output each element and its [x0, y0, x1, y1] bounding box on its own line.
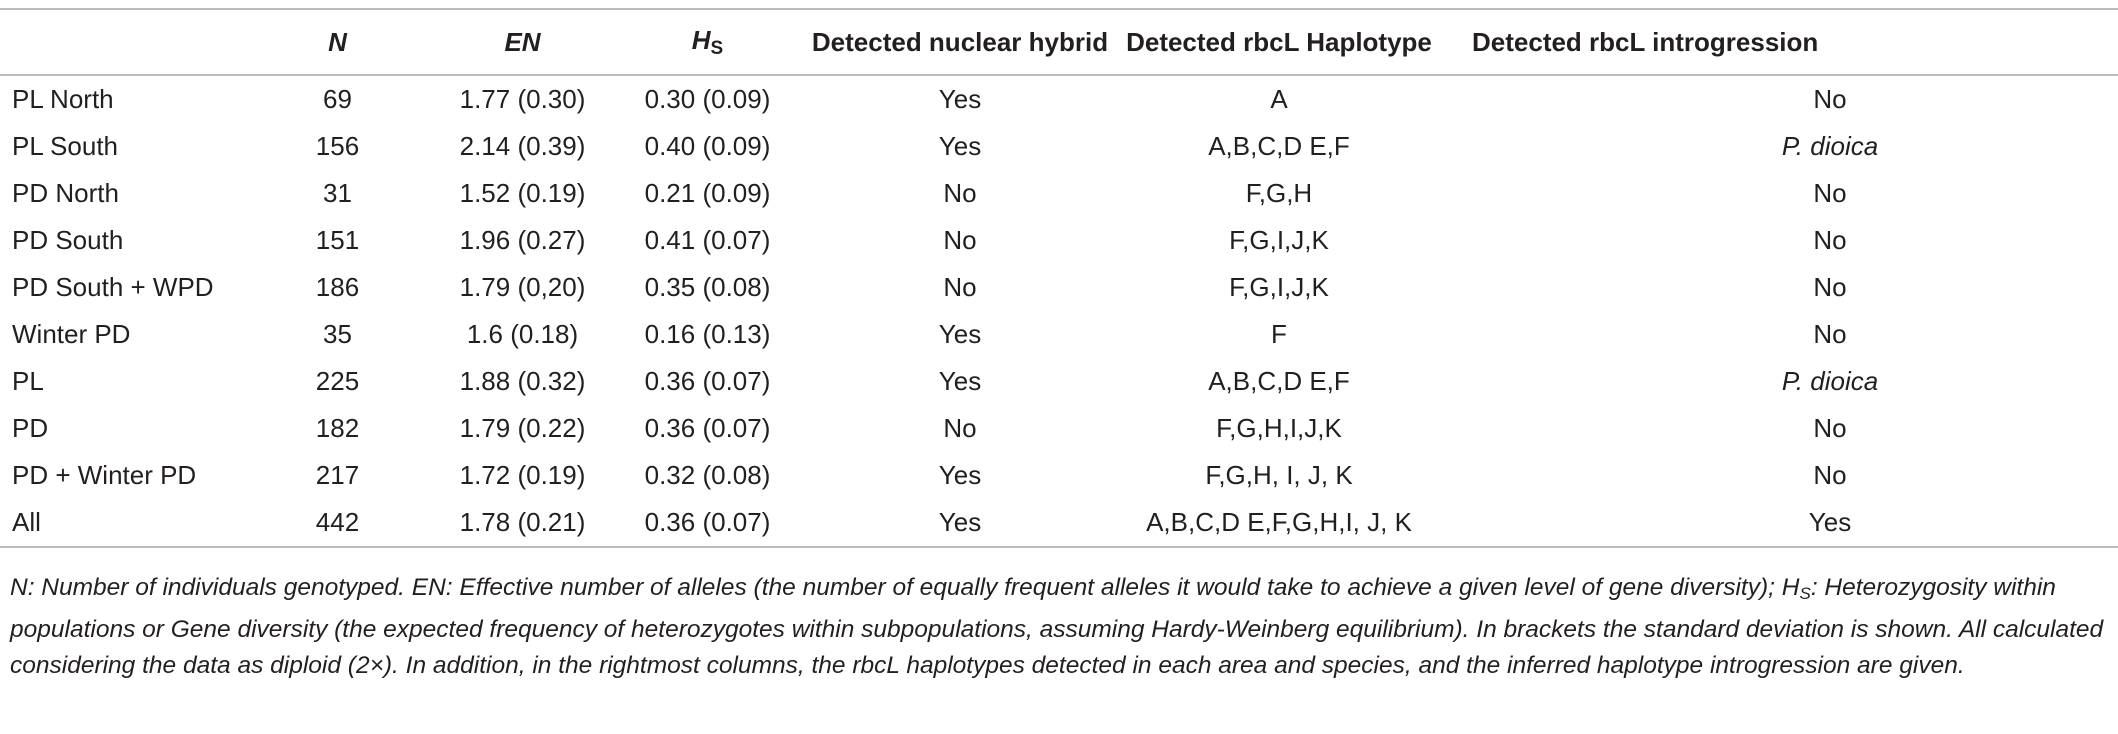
header-hs-main: H — [691, 24, 711, 55]
header-n: N — [328, 26, 347, 57]
cell-population: PD + Winter PD — [12, 460, 197, 490]
cell-n: 156 — [315, 131, 360, 161]
cell-introgression: P. dioica — [1781, 131, 1879, 161]
cell-hs: 0.36 (0.07) — [644, 413, 771, 443]
data-table — [0, 8, 2118, 548]
header-hs-sub: S — [710, 37, 724, 59]
cell-hs: 0.32 (0.08) — [644, 460, 771, 490]
cell-nuclear-hybrid: Yes — [938, 84, 982, 114]
cell-population: All — [12, 507, 41, 537]
cell-en: 1.78 (0.21) — [459, 507, 586, 537]
cell-nuclear-hybrid: Yes — [938, 366, 982, 396]
cell-n: 35 — [323, 319, 352, 349]
table-body — [0, 75, 2118, 547]
cell-en: 1.77 (0.30) — [459, 84, 586, 114]
cell-en: 1.72 (0.19) — [459, 460, 586, 490]
header-en: EN — [504, 26, 541, 57]
header-nuclear-hybrid: Detected nuclear hybrid — [811, 26, 1109, 57]
cell-haplotype: A — [1270, 84, 1288, 114]
cell-haplotype: F,G,H, I, J, K — [1205, 460, 1353, 490]
cell-introgression: No — [1813, 178, 1847, 208]
cell-hs: 0.40 (0.09) — [644, 131, 771, 161]
cell-hs: 0.36 (0.07) — [644, 507, 771, 537]
cell-en: 1.79 (0,20) — [459, 272, 586, 302]
cell-population: PD South — [12, 225, 124, 255]
header-population — [0, 9, 245, 75]
cell-nuclear-hybrid: Yes — [938, 507, 982, 537]
header-row — [0, 9, 2118, 75]
cell-introgression: No — [1813, 272, 1847, 302]
table-footnote — [10, 570, 2108, 684]
cell-nuclear-hybrid: No — [943, 225, 977, 255]
cell-population: Winter PD — [12, 319, 131, 349]
table-row — [0, 75, 2118, 123]
table-row — [0, 358, 2118, 405]
cell-population: PL North — [12, 84, 114, 114]
cell-nuclear-hybrid: No — [943, 178, 977, 208]
cell-introgression: No — [1813, 319, 1847, 349]
cell-nuclear-hybrid: Yes — [938, 319, 982, 349]
cell-en: 1.6 (0.18) — [466, 319, 579, 349]
cell-en: 1.96 (0.27) — [459, 225, 586, 255]
cell-hs: 0.36 (0.07) — [644, 366, 771, 396]
cell-n: 217 — [315, 460, 360, 490]
cell-population: PL — [12, 366, 44, 396]
cell-haplotype: A,B,C,D E,F — [1208, 131, 1350, 161]
table-row — [0, 264, 2118, 311]
cell-population: PD North — [12, 178, 119, 208]
cell-hs: 0.30 (0.09) — [644, 84, 771, 114]
cell-population: PD South + WPD — [12, 272, 214, 302]
cell-haplotype: F,G,H,I,J,K — [1216, 413, 1342, 443]
cell-haplotype: F,G,H — [1245, 178, 1313, 208]
cell-nuclear-hybrid: No — [943, 272, 977, 302]
cell-nuclear-hybrid: No — [943, 413, 977, 443]
cell-introgression: Yes — [1808, 507, 1852, 537]
cell-introgression: No — [1813, 225, 1847, 255]
cell-haplotype: A,B,C,D E,F — [1208, 366, 1350, 396]
cell-n: 31 — [323, 178, 352, 208]
cell-en: 1.88 (0.32) — [459, 366, 586, 396]
cell-haplotype: F,G,I,J,K — [1229, 225, 1329, 255]
cell-introgression: P. dioica — [1781, 366, 1879, 396]
table-row — [0, 405, 2118, 452]
cell-introgression: No — [1813, 413, 1847, 443]
cell-n: 442 — [315, 507, 360, 537]
cell-introgression: No — [1813, 460, 1847, 490]
cell-n: 225 — [315, 366, 360, 396]
cell-hs: 0.41 (0.07) — [644, 225, 771, 255]
cell-n: 151 — [315, 225, 360, 255]
cell-population: PD — [12, 413, 49, 443]
cell-introgression: No — [1813, 84, 1847, 114]
cell-population: PL South — [12, 131, 119, 161]
header-hs — [615, 9, 800, 75]
table-row — [0, 311, 2118, 358]
cell-hs: 0.35 (0.08) — [644, 272, 771, 302]
cell-en: 2.14 (0.39) — [459, 131, 586, 161]
table-row — [0, 170, 2118, 217]
cell-haplotype: A,B,C,D E,F,G,H,I, J, K — [1146, 507, 1412, 537]
footnote-sub: S — [1799, 584, 1811, 603]
cell-n: 186 — [315, 272, 360, 302]
footnote-part1: N: Number of individuals genotyped. EN: Effective number of alleles (the number of equally frequent alleles it would take to achieve a given level of gene diversity); H — [10, 574, 1800, 601]
cell-hs: 0.21 (0.09) — [644, 178, 771, 208]
cell-hs: 0.16 (0.13) — [644, 319, 771, 349]
cell-n: 182 — [315, 413, 360, 443]
header-haplotype: Detected rbcL Haplotype — [1126, 26, 1432, 57]
table-row — [0, 217, 2118, 264]
cell-haplotype: F — [1271, 319, 1287, 349]
cell-nuclear-hybrid: Yes — [938, 131, 982, 161]
cell-nuclear-hybrid: Yes — [938, 460, 982, 490]
cell-haplotype: F,G,I,J,K — [1229, 272, 1329, 302]
cell-en: 1.52 (0.19) — [459, 178, 586, 208]
table-row — [0, 452, 2118, 499]
cell-en: 1.79 (0.22) — [459, 413, 586, 443]
footnote-part2: : Heterozygosity within populations or Gene diversity (the expected frequency of heterozygotes within subpopulations, assuming Hardy-Weinberg equilibrium). In brackets the standard deviation is shown. All calculated considering the data as diploid (2×). In addition, in the rightmost columns, the rbcL haplotypes detected in each area and species, and the inferred haplotype introgression are given. — [10, 574, 2104, 679]
table-row — [0, 499, 2118, 547]
table-row — [0, 123, 2118, 170]
cell-n: 69 — [323, 84, 352, 114]
header-introgression: Detected rbcL introgression — [1472, 26, 1819, 57]
